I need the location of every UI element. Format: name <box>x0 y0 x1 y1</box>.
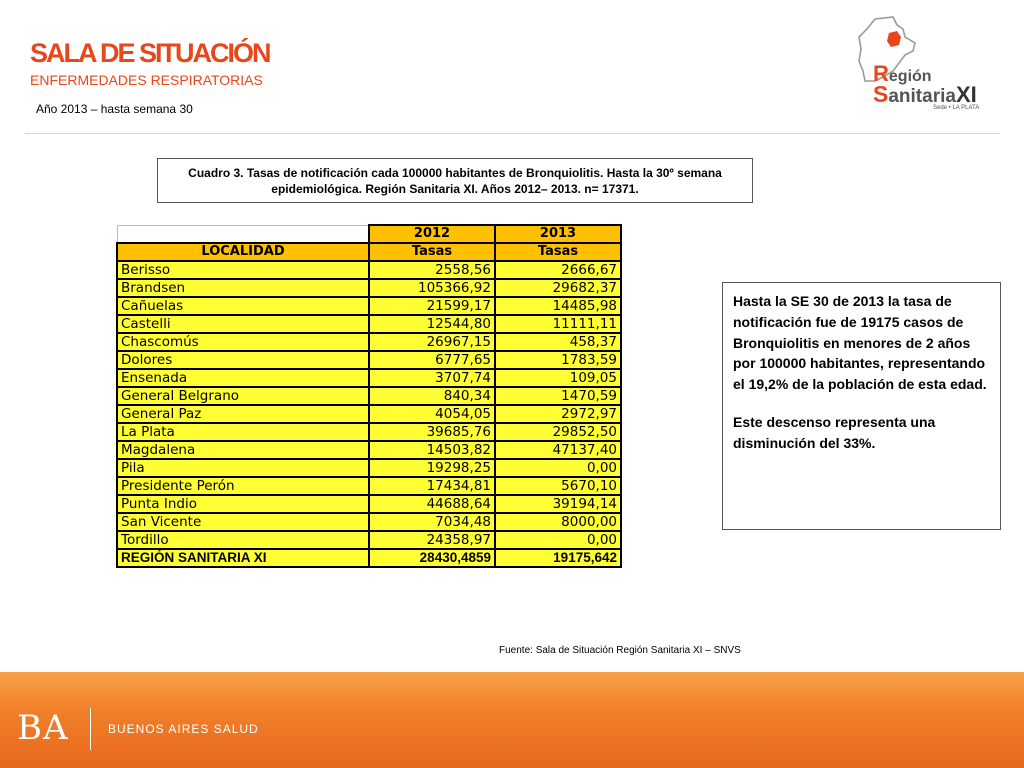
locality-cell: Pila <box>117 459 369 477</box>
table-row <box>117 477 621 495</box>
year-2012-header: 2012 <box>369 225 495 243</box>
table-row <box>117 315 621 333</box>
locality-cell: Dolores <box>117 351 369 369</box>
table-row <box>117 333 621 351</box>
logo-sanitaria-rest: anitaria <box>888 86 956 107</box>
logo-sanitaria-initial: S <box>873 81 889 107</box>
rate-2012-cell: 3707,74 <box>369 369 495 387</box>
logo-number: XI <box>955 82 977 107</box>
rate-2013-cell: 29682,37 <box>495 279 621 297</box>
region-logo <box>848 15 1013 120</box>
footer-label: BUENOS AIRES SALUD <box>108 722 259 736</box>
table-row <box>117 369 621 387</box>
logo-region-rest: egión <box>888 68 932 85</box>
rate-2013-cell: 0,00 <box>495 459 621 477</box>
table-row <box>117 297 621 315</box>
period-label: Año 2013 – hasta semana 30 <box>36 102 193 116</box>
rate-2012-cell: 6777,65 <box>369 351 495 369</box>
rate-2012-cell: 7034,48 <box>369 513 495 531</box>
page-title: SALA DE SITUACIÓN <box>30 38 270 68</box>
rate-2013-cell: 109,05 <box>495 369 621 387</box>
total-locality-cell: REGIÓN SANITARIA XI <box>117 549 369 567</box>
table-row <box>117 351 621 369</box>
footer-separator <box>90 708 91 750</box>
logo-sede: Sede • LA PLATA <box>933 105 980 111</box>
locality-cell: Brandsen <box>117 279 369 297</box>
locality-cell: Punta Indio <box>117 495 369 513</box>
rate-2013-cell: 2666,67 <box>495 261 621 279</box>
locality-cell: Chascomús <box>117 333 369 351</box>
total-2012-cell: 28430,4859 <box>369 549 495 567</box>
rate-2012-cell: 44688,64 <box>369 495 495 513</box>
rate-2012-cell: 39685,76 <box>369 423 495 441</box>
locality-cell: Tordillo <box>117 531 369 549</box>
year-2013-header: 2013 <box>495 225 621 243</box>
rate-2013-cell: 8000,00 <box>495 513 621 531</box>
rate-2013-cell: 29852,50 <box>495 423 621 441</box>
locality-cell: La Plata <box>117 423 369 441</box>
summary-note <box>722 282 1001 530</box>
table-row <box>117 459 621 477</box>
locality-cell: Berisso <box>117 261 369 279</box>
locality-cell: General Paz <box>117 405 369 423</box>
locality-cell: General Belgrano <box>117 387 369 405</box>
blank-corner-cell <box>117 225 369 243</box>
rate-2013-header: Tasas <box>495 243 621 261</box>
locality-cell: Ensenada <box>117 369 369 387</box>
table-row <box>117 531 621 549</box>
table-row <box>117 441 621 459</box>
table-row <box>117 405 621 423</box>
rate-2013-cell: 5670,10 <box>495 477 621 495</box>
rates-table <box>116 224 622 568</box>
table-row <box>117 423 621 441</box>
rate-2013-cell: 1470,59 <box>495 387 621 405</box>
rate-2012-cell: 17434,81 <box>369 477 495 495</box>
header-divider <box>25 133 1000 134</box>
note-paragraph-2: Este descenso representa una disminución del 33%. <box>733 413 936 451</box>
rate-2012-cell: 19298,25 <box>369 459 495 477</box>
locality-cell: San Vicente <box>117 513 369 531</box>
locality-header: LOCALIDAD <box>117 243 369 261</box>
table-row <box>117 279 621 297</box>
rate-2012-cell: 12544,80 <box>369 315 495 333</box>
rate-2012-cell: 2558,56 <box>369 261 495 279</box>
rate-2012-cell: 14503,82 <box>369 441 495 459</box>
rate-2013-cell: 11111,11 <box>495 315 621 333</box>
ba-logo: BA <box>17 708 69 748</box>
rate-2013-cell: 14485,98 <box>495 297 621 315</box>
page-subtitle: ENFERMEDADES RESPIRATORIAS <box>30 72 263 88</box>
locality-cell: Cañuelas <box>117 297 369 315</box>
rate-2012-cell: 4054,05 <box>369 405 495 423</box>
rate-2013-cell: 1783,59 <box>495 351 621 369</box>
rate-2012-cell: 105366,92 <box>369 279 495 297</box>
rate-2013-cell: 2972,97 <box>495 405 621 423</box>
rate-2012-cell: 840,34 <box>369 387 495 405</box>
locality-cell: Castelli <box>117 315 369 333</box>
footer-bar <box>0 672 1024 768</box>
rate-2012-cell: 24358,97 <box>369 531 495 549</box>
column-header-row <box>117 243 621 261</box>
note-paragraph-1: Hasta la SE 30 de 2013 la tasa de notificación fue de 19175 casos de Bronquiolitis en menores de 2 años por 100000 habitantes, representando el 19,2% de la población de esta edad. <box>733 293 987 393</box>
locality-cell: Presidente Perón <box>117 477 369 495</box>
source-note: Fuente: Sala de Situación Región Sanitaria XI – SNVS <box>499 645 741 656</box>
rate-2013-cell: 47137,40 <box>495 441 621 459</box>
table-row <box>117 513 621 531</box>
table-row <box>117 261 621 279</box>
table-caption: Cuadro 3. Tasas de notificación cada 100000 habitantes de Bronquiolitis. Hasta la 30º semana epidemiológica. Región Sanitaria XI. Años 2012– 2013. n= 17371. <box>157 158 753 203</box>
rate-2012-header: Tasas <box>369 243 495 261</box>
rate-2013-cell: 0,00 <box>495 531 621 549</box>
year-header-row <box>117 225 621 243</box>
locality-cell: Magdalena <box>117 441 369 459</box>
rate-2012-cell: 21599,17 <box>369 297 495 315</box>
table-row <box>117 387 621 405</box>
rate-2013-cell: 458,37 <box>495 333 621 351</box>
rate-2012-cell: 26967,15 <box>369 333 495 351</box>
logo-region-initial: R <box>873 61 889 86</box>
rate-2013-cell: 39194,14 <box>495 495 621 513</box>
total-row <box>117 549 621 567</box>
table-row <box>117 495 621 513</box>
total-2013-cell: 19175,642 <box>495 549 621 567</box>
